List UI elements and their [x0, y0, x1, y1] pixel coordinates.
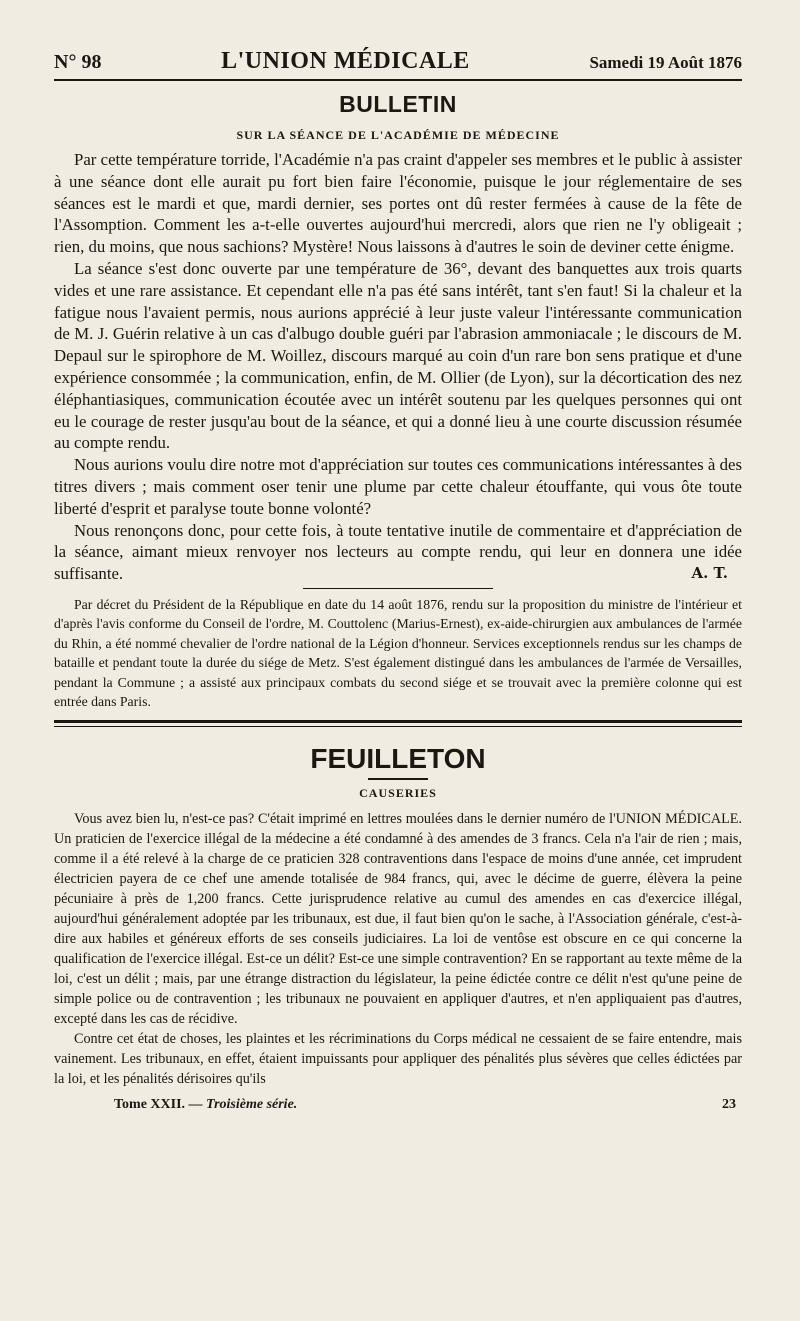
decree-notice: [54, 595, 742, 712]
separator-rule: [303, 588, 493, 589]
bulletin-body: [54, 149, 742, 585]
series-label: Troisième série.: [206, 1096, 298, 1112]
feuilleton-rule: [368, 778, 428, 780]
volume-label: Tome XXII. —: [114, 1096, 203, 1112]
decree-paragraph: Par décret du Président de la République en date du 14 août 1876, rendu sur la proposition du ministre de l'intérieur et d'après l'avis conforme du Conseil de l'ordre, M. Couttolenc (Marius-Ernest), ex-aide-chirurgien aux ambulances de l'armée du Rhin, a été nommé chevalier de l'ordre national de la Légion d'honneur. Services exceptionnels rendus sur les champs de bataille et pendant toute la durée du siége de Metz. S'est également distingué dans les ambulances de l'armée de Versailles, pendant la Commune ; a assisté aux principaux combats du second siége et se trouvait avec la première colonne qui est entrée dans Paris.: [54, 596, 742, 710]
page-number: 23: [722, 1096, 736, 1112]
bulletin-paragraph: La séance s'est donc ouverte par une température de 36°, devant des banquettes aux trois quarts vides et une rare assistance. Et cependant elle n'a pas été sans intérêt, tant s'en faut! Si la chaleur et la fatigue nous l'avaient permis, nous aurions apprécié à leur juste valeur l'intéressante communication de M. J. Guérin relative à un cas d'albugo double guéri par l'abrasion ammoniacale ; le discours de M. Depaul sur le spirophore de M. Woillez, discours marqué au coin d'un rare bon sens pratique et d'une expérience consommée ; la communication, enfin, de M. Ollier (de Lyon), sur la décortication des nez éléphantiasiques, communication écoutée avec un intérêt soutenu par les quelques personnes qui ont eu le courage de rester jusqu'au bout de la séance, et qui a donné lieu à une courte discussion résumée au compte rendu.: [54, 258, 742, 453]
journal-title: L'UNION MÉDICALE: [221, 48, 470, 74]
feuilleton-paragraph: Contre cet état de choses, les plaintes et les récriminations du Corps médical ne cessaient de se faire entendre, mais vainement. Les tribunaux, en effet, étaient impuissants pour appliquer des pénalités plus sévères que celles édictées par la loi, et les pénalités dérisoires qu'ils: [54, 1030, 742, 1087]
feuilleton-body: [54, 809, 742, 1089]
issue-date: Samedi 19 Août 1876: [589, 53, 742, 72]
feuilleton-paragraph: Vous avez bien lu, n'est-ce pas? C'était imprimé en lettres moulées dans le dernier numéro de l'UNION MÉDICALE. Un praticien de l'exercice illégal de la médecine a été condamné à des amendes de 3 francs. Cela n'a l'air de rien ; mais, comme il a été relevé à la charge de ce praticien 328 contraventions dans l'espace de moins d'une année, cet imprudent électricien payera de ce chef une amende totalisée de 984 francs, qui, avec le décime de guerre, élèvera la peine pécuniaire à près de 1,200 francs. Cette jurisprudence relative au cumul des amendes en cas d'exercice illégal, aujourd'hui généralement adoptée par les tribunaux, est due, il faut bien qu'on le sache, à l'Association générale, c'est-à-dire aux habiles et généreux efforts de ses conseils judiciaires. La loi de ventôse est obscure en ce qui concerne la qualification de l'exercice illégal. Est-ce un délit? Est-ce une simple contravention? En se rapportant au texte même de la loi, c'est un délit ; mais, par une étrange distraction du législateur, la peine édictée contre ce délit n'est qu'une peine de simple police ou de contravention ; les tribunaux ne pouvaient en appliquer d'autres, et n'en appliquaient pas d'autres, excepté dans les cas de récidive.: [54, 810, 742, 1027]
bulletin-paragraph: Nous aurions voulu dire notre mot d'appréciation sur toutes ces communications intéressantes à des titres divers ; mais comment oser tenir une plume par cette chaleur étouffante, qui vous ôte toute liberté d'esprit et paralyse toute bonne volonté?: [54, 455, 742, 518]
running-head: [54, 48, 742, 75]
footer-volume: [114, 1097, 297, 1113]
bulletin-paragraph: Par cette température torride, l'Académie n'a pas craint d'appeler ses membres et le public à assister à une séance dont elle aurait pu fort bien faire l'économie, puisque le jour réglementaire de ses séances est le mardi et que, mardi dernier, ses portes ont dû rester fermées à cause de la fête de l'Assomption. Comment les a-t-elle ouvertes aujourd'hui mercredi, alors que rien ne l'y obligeait ; rien, du moins, que nous sachions? Mystère! Nous laissons à d'autres le soin de deviner cette énigme.: [54, 150, 742, 257]
bulletin-title: BULLETIN: [339, 91, 457, 117]
feuilleton-divider: [54, 720, 742, 727]
bulletin-subtitle: SUR LA SÉANCE DE L'ACADÉMIE DE MÉDECINE: [236, 128, 560, 142]
bulletin-signature: A. T.: [691, 563, 728, 582]
feuilleton-title: FEUILLETON: [310, 742, 486, 774]
page-footer: [54, 1097, 742, 1113]
issue-number: N° 98: [54, 51, 102, 73]
causeries-subtitle: CAUSERIES: [359, 785, 437, 800]
header-rule: [54, 79, 742, 81]
bulletin-paragraph: Nous renonçons donc, pour cette fois, à toute tentative inutile de commentaire et d'appréciation de la séance, aimant mieux renvoyer nos lecteurs au compte rendu, qui leur en donnera une idée suffisante.: [54, 520, 742, 584]
